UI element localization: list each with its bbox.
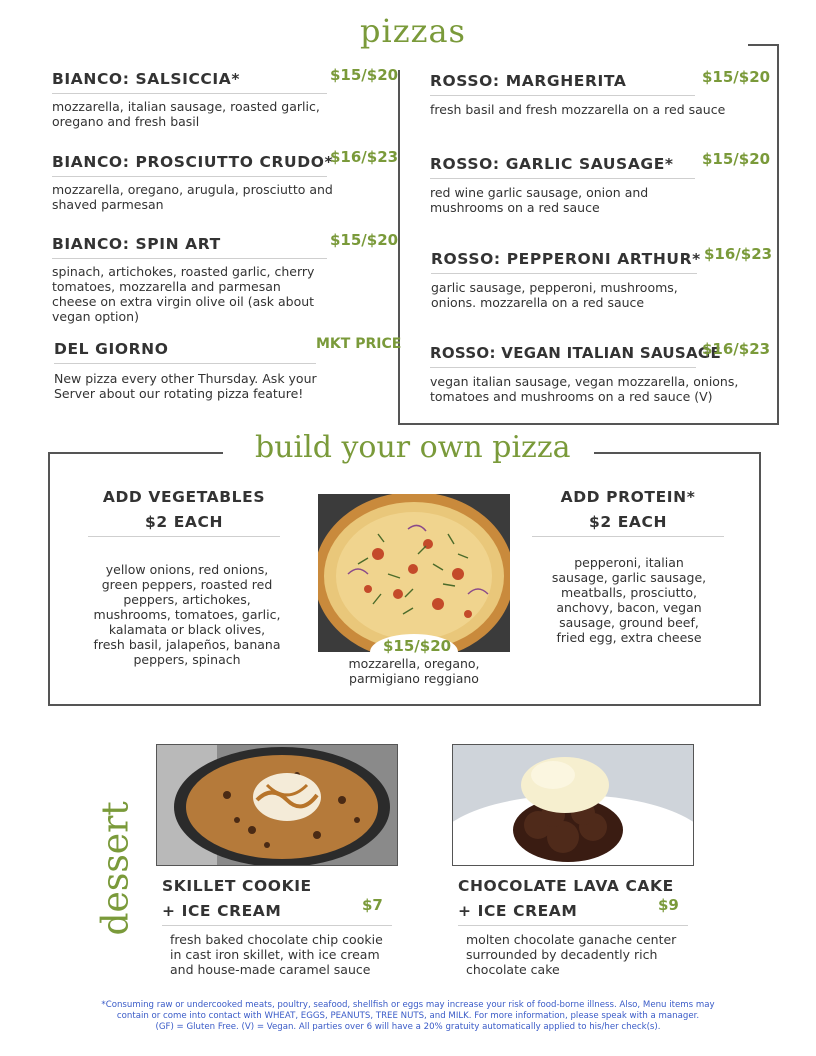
item-name: BIANCO: PROSCIUTTO CRUDO* bbox=[52, 153, 334, 171]
item-name: SKILLET COOKIE bbox=[162, 877, 312, 895]
item-description: garlic sausage, pepperoni, mushrooms, onions. mozzarella on a red sauce bbox=[431, 280, 678, 310]
item-price: $15/$20 bbox=[702, 150, 771, 168]
item-name: BIANCO: SALSICCIA* bbox=[52, 70, 241, 88]
veg-description: yellow onions, red onions, green peppers, roasted red peppers, artichokes, mushrooms, tomatoes, garlic, kalamata or black olives, fresh basil, jalapeños, banana peppers, spinach bbox=[93, 562, 281, 667]
byo-heading: build your own pizza bbox=[255, 430, 571, 465]
disclaimer-line-3: (GF) = Gluten Free. (V) = Vegan. All parties over 6 will have a 20% gratuity automatically applied to his/her check(s). bbox=[155, 1022, 661, 1032]
lava-cake-illustration bbox=[453, 745, 693, 865]
disclaimer-line-1: *Consuming raw or undercooked meats, poultry, seafood, shellfish or eggs may increase your risk of food-borne illness. Also, Menu items may bbox=[101, 1000, 715, 1010]
item-price: MKT PRICE bbox=[316, 336, 402, 352]
right-frame-top bbox=[748, 44, 778, 46]
veg-title: ADD VEGETABLES bbox=[102, 488, 266, 506]
right-frame-right bbox=[777, 44, 779, 424]
allergen-disclaimer bbox=[40, 1000, 776, 1033]
pizzas-heading: pizzas bbox=[360, 12, 466, 50]
protein-price: $2 EACH bbox=[588, 513, 668, 531]
item-name: ROSSO: VEGAN ITALIAN SAUSAGE bbox=[430, 344, 722, 362]
item-description: fresh basil and fresh mozzarella on a red sauce bbox=[430, 102, 726, 117]
byo-base-price: $15/$20 bbox=[383, 637, 452, 655]
item-description: New pizza every other Thursday. Ask your Server about our rotating pizza feature! bbox=[54, 371, 317, 401]
byo-frame-right bbox=[759, 452, 761, 705]
item-description: vegan italian sausage, vegan mozzarella, onions, tomatoes and mushrooms on a red sauce (V) bbox=[430, 374, 739, 404]
item-description: red wine garlic sausage, onion and mushrooms on a red sauce bbox=[430, 185, 649, 215]
item-description: molten chocolate ganache center surrounded by decadently rich chocolate cake bbox=[466, 932, 677, 977]
right-frame-left bbox=[398, 70, 400, 424]
skillet-cookie-photo bbox=[156, 744, 398, 866]
skillet-cookie-illustration bbox=[157, 745, 397, 865]
right-frame-bottom bbox=[398, 423, 779, 425]
item-price: $7 bbox=[362, 896, 383, 914]
item-name: ROSSO: MARGHERITA bbox=[430, 72, 627, 90]
lava-cake-photo bbox=[452, 744, 694, 866]
item-name-line2: + ICE CREAM bbox=[458, 902, 578, 920]
item-description: fresh baked chocolate chip cookie in cast iron skillet, with ice cream and house-made caramel sauce bbox=[170, 932, 383, 977]
item-price: $9 bbox=[658, 896, 679, 914]
disclaimer-line-2: contain or come into contact with WHEAT, EGGS, PEANUTS, TREE NUTS, and MILK. For more information, please speak with a manager. bbox=[116, 1011, 700, 1021]
item-name-line2: + ICE CREAM bbox=[162, 902, 282, 920]
byo-frame-top-left bbox=[48, 452, 223, 454]
dessert-heading: dessert bbox=[95, 801, 137, 936]
protein-description: pepperoni, italian sausage, garlic sausage, meatballs, prosciutto, anchovy, bacon, vegan sausage, ground beef, fried egg, extra cheese bbox=[551, 555, 707, 645]
byo-base-description: mozzarella, oregano, parmigiano reggiano bbox=[348, 656, 480, 686]
item-description: mozzarella, oregano, arugula, prosciutto and shaved parmesan bbox=[52, 182, 333, 212]
item-name: ROSSO: PEPPERONI ARTHUR* bbox=[431, 250, 701, 268]
item-name: BIANCO: SPIN ART bbox=[52, 235, 221, 253]
byo-frame-bottom bbox=[48, 704, 761, 706]
byo-frame-left bbox=[48, 452, 50, 705]
byo-frame-top-right bbox=[594, 452, 760, 454]
protein-title: ADD PROTEIN* bbox=[560, 488, 696, 506]
item-price: $16/$23 bbox=[702, 340, 771, 358]
pizza-photo bbox=[318, 494, 510, 652]
item-name: CHOCOLATE LAVA CAKE bbox=[458, 877, 674, 895]
item-name: DEL GIORNO bbox=[54, 340, 169, 358]
pizza-illustration bbox=[318, 494, 510, 652]
item-price: $15/$20 bbox=[702, 68, 771, 86]
item-description: mozzarella, italian sausage, roasted garlic, oregano and fresh basil bbox=[52, 99, 320, 129]
item-name: ROSSO: GARLIC SAUSAGE* bbox=[430, 155, 674, 173]
item-price: $15/$20 bbox=[330, 231, 399, 249]
item-price: $16/$23 bbox=[704, 245, 773, 263]
item-price: $16/$23 bbox=[330, 148, 399, 166]
veg-price: $2 EACH bbox=[144, 513, 224, 531]
item-description: spinach, artichokes, roasted garlic, cherry tomatoes, mozzarella and parmesan cheese on extra virgin olive oil (ask about vegan option) bbox=[52, 264, 315, 324]
item-price: $15/$20 bbox=[330, 66, 399, 84]
